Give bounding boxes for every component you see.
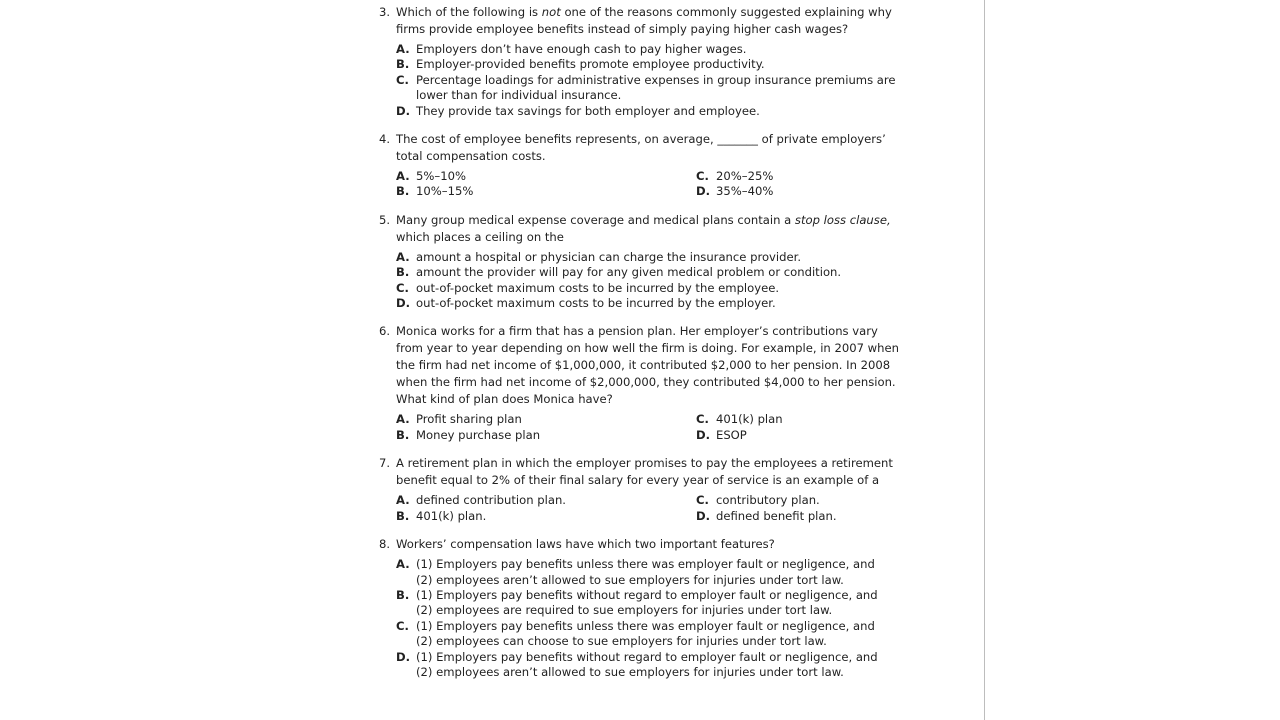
question-8-stem: [379, 536, 896, 553]
option-d: [396, 296, 939, 311]
option-text: Percentage loadings for administrative expenses in group insurance premiums are lower than for individual insurance.: [416, 72, 896, 103]
option-b: [396, 428, 696, 443]
option-letter: C.: [396, 72, 409, 87]
option-text: Employers don’t have enough cash to pay higher wages.: [416, 42, 747, 56]
stem-emphasis: stop loss clause,: [794, 212, 891, 227]
option-text: 401(k) plan.: [416, 508, 487, 523]
option-a: [396, 42, 939, 57]
option-d: [396, 104, 939, 119]
question-number: 8.: [379, 537, 391, 552]
question-8: [379, 536, 939, 680]
option-letter: D.: [396, 103, 411, 118]
options-grid: [379, 412, 939, 443]
option-d: [696, 428, 896, 443]
stem-emphasis: not: [541, 5, 561, 19]
option-letter: C.: [696, 412, 709, 427]
quiz-content: [379, 4, 939, 692]
options-grid: [379, 493, 939, 524]
option-letter: A.: [396, 249, 410, 264]
question-number: 7.: [379, 456, 391, 471]
option-c: [696, 412, 896, 427]
option-letter: A.: [396, 557, 410, 572]
option-text: 35%–40%: [716, 184, 774, 199]
option-c: [396, 281, 939, 296]
option-letter: C.: [696, 169, 709, 184]
stem-text: Many group medical expense coverage and medical plans contain a: [396, 212, 795, 227]
question-number: 4.: [379, 132, 391, 147]
question-5: [379, 212, 939, 312]
options-list: [379, 557, 939, 680]
option-b: [396, 184, 696, 199]
option-text: [416, 650, 878, 681]
option-letter: C.: [696, 493, 709, 508]
option-letter: A.: [396, 42, 410, 56]
option-letter: B.: [396, 265, 410, 280]
option-letter: D.: [396, 649, 411, 664]
option-a: [396, 250, 939, 265]
question-6: [379, 323, 939, 443]
option-text: They provide tax savings for both employer and employee.: [416, 103, 760, 118]
stem-text: A retirement plan in which the employer promises to pay the employees a retirement benefit equal to 2% of their final salary for every year of service is an example of a: [396, 456, 893, 488]
option-text: [416, 619, 875, 650]
option-line: (1) Employers pay benefits without regard to employer fault or negligence, and: [416, 649, 878, 664]
option-b: [396, 509, 696, 524]
option-text: 10%–15%: [416, 184, 474, 199]
option-letter: C.: [396, 618, 409, 633]
option-line: (1) Employers pay benefits unless there was employer fault or negligence, and: [416, 557, 875, 572]
stem-text: The cost of employee benefits represents, on average, _______ of private employers’ total compensation costs.: [396, 132, 886, 164]
stem-text: which places a ceiling on the: [396, 229, 564, 244]
page-edge-divider: [984, 0, 985, 720]
option-line: (2) employees are required to sue employers for injuries under tort law.: [416, 603, 833, 618]
option-letter: A.: [396, 412, 410, 427]
option-letter: C.: [396, 280, 409, 295]
question-4-stem: [379, 131, 896, 165]
stem-text: one of the reasons commonly suggested explaining why firms provide employee benefits instead of simply paying higher cash wages?: [396, 5, 892, 36]
question-number: 5.: [379, 212, 391, 227]
option-text: 5%–10%: [416, 169, 466, 184]
option-line: (2) employees aren’t allowed to sue employers for injuries under tort law.: [416, 572, 844, 587]
question-3-stem: [379, 4, 896, 38]
option-text: Employer-provided benefits promote employee productivity.: [416, 57, 765, 72]
option-text: defined contribution plan.: [416, 493, 566, 508]
option-a: [396, 493, 696, 508]
stem-text: Monica works for a firm that has a pension plan. Her employer’s contributions vary from year to year depending on how well the firm is doing. For example, in 2007 when the firm had net income of $1,000,000, it contributed $2,000 to her pension. In 2008 when the firm had net income of $2,000,000, they contributed $4,000 to her pension. What kind of plan does Monica have?: [396, 324, 899, 407]
question-number: 3.: [379, 5, 391, 19]
option-text: amount the provider will pay for any given medical problem or condition.: [416, 265, 842, 280]
stem-text: Workers’ compensation laws have which two important features?: [396, 537, 775, 552]
option-b: [396, 57, 939, 72]
option-letter: D.: [396, 296, 411, 311]
option-b: [396, 265, 939, 280]
option-line: (2) employees can choose to sue employers for injuries under tort law.: [416, 634, 827, 649]
options-list: [379, 250, 939, 312]
option-letter: A.: [396, 493, 410, 508]
option-text: 401(k) plan: [716, 412, 783, 427]
option-text: out-of-pocket maximum costs to be incurred by the employee.: [416, 280, 780, 295]
options-list: [379, 42, 939, 119]
question-7-stem: [379, 455, 896, 489]
option-c: [696, 493, 896, 508]
question-4: [379, 131, 939, 200]
question-6-stem: [379, 323, 904, 408]
option-text: ESOP: [716, 427, 747, 442]
option-line: (2) employees aren’t allowed to sue employers for injuries under tort law.: [416, 664, 844, 679]
option-letter: B.: [396, 57, 410, 72]
option-letter: B.: [396, 508, 410, 523]
stem-text: Which of the following is: [396, 5, 542, 19]
option-letter: D.: [696, 427, 711, 442]
option-d: [696, 184, 896, 199]
option-text: out-of-pocket maximum costs to be incurred by the employer.: [416, 296, 776, 311]
option-letter: B.: [396, 427, 410, 442]
option-text: amount a hospital or physician can charge the insurance provider.: [416, 249, 802, 264]
option-d: [396, 650, 939, 681]
option-letter: B.: [396, 184, 410, 199]
option-c: [396, 619, 939, 650]
option-a: [396, 169, 696, 184]
option-c: [396, 73, 896, 104]
option-text: contributory plan.: [716, 493, 820, 508]
option-letter: D.: [696, 184, 711, 199]
option-text: Profit sharing plan: [416, 412, 522, 427]
option-letter: D.: [696, 508, 711, 523]
options-grid: [379, 169, 939, 200]
option-text: 20%–25%: [716, 169, 774, 184]
option-b: [396, 588, 939, 619]
option-a: [396, 557, 939, 588]
option-line: (1) Employers pay benefits unless there was employer fault or negligence, and: [416, 618, 875, 633]
question-7: [379, 455, 939, 524]
question-5-stem: [379, 212, 896, 246]
option-d: [696, 509, 896, 524]
option-text: [416, 557, 875, 588]
question-3: [379, 4, 939, 119]
option-text: [416, 588, 878, 619]
option-letter: B.: [396, 587, 410, 602]
question-number: 6.: [379, 324, 391, 339]
option-a: [396, 412, 696, 427]
option-line: (1) Employers pay benefits without regard to employer fault or negligence, and: [416, 587, 878, 602]
option-c: [696, 169, 896, 184]
option-text: defined benefit plan.: [716, 508, 837, 523]
option-letter: A.: [396, 169, 410, 184]
option-text: Money purchase plan: [416, 427, 541, 442]
